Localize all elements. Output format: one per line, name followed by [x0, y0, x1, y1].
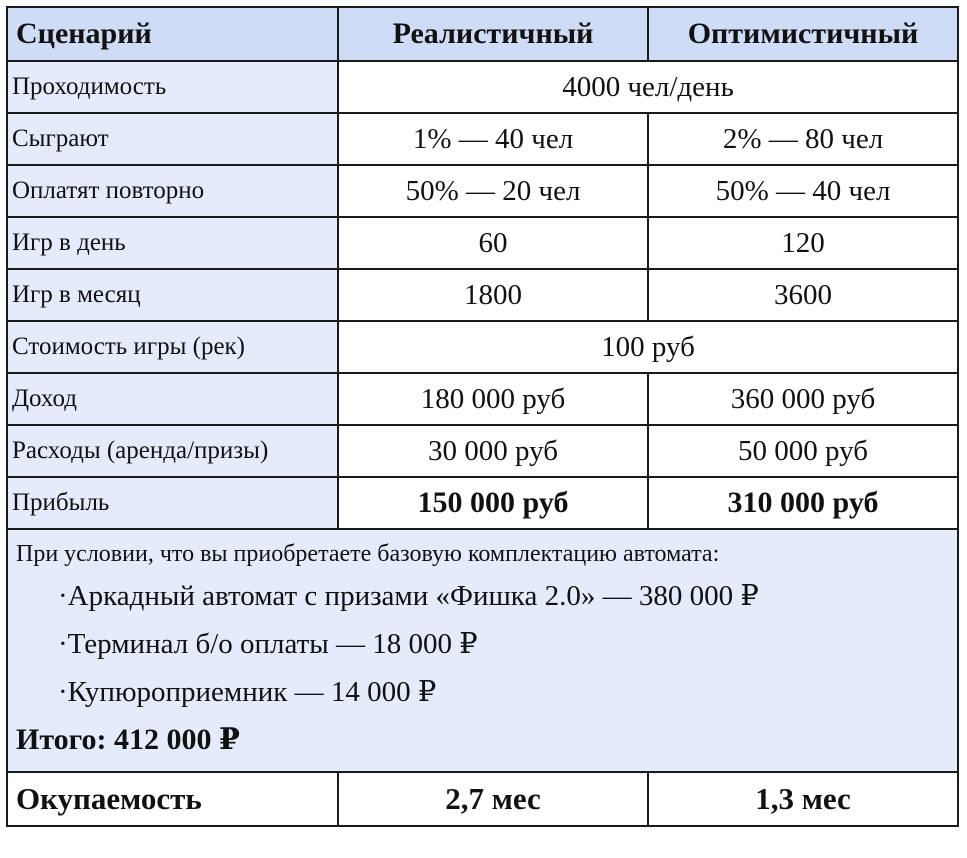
table-row-profit [7, 477, 958, 529]
table-row-traffic [7, 61, 958, 113]
cell-realistic: 50% — 20 чел [338, 165, 648, 217]
table-row-play [7, 113, 958, 165]
list-item: ·Аркадный автомат с призами «Фишка 2.0» — 380 000 ₽ [58, 580, 759, 612]
cell-optimistic: 50% — 40 чел [648, 165, 958, 217]
table-row-expenses [7, 425, 958, 477]
equipment-notes [7, 529, 958, 772]
cell-optimistic: 2% — 80 чел [648, 113, 958, 165]
business-scenario-table [6, 6, 959, 827]
header-row [7, 7, 958, 61]
cell-realistic: 150 000 руб [338, 477, 648, 529]
table-row-income [7, 373, 958, 425]
cell-optimistic: 3600 [648, 269, 958, 321]
table-row-price [7, 321, 958, 373]
list-item: ·Купюроприемник — 14 000 ₽ [58, 676, 437, 708]
cell-optimistic: 360 000 руб [648, 373, 958, 425]
table-row-notes [7, 529, 958, 772]
cell-realistic: 180 000 руб [338, 373, 648, 425]
row-label: Расходы (аренда/призы) [7, 425, 338, 477]
cell-price-value: 100 руб [338, 321, 958, 373]
header-realistic: Реалистичный [338, 7, 648, 61]
cell-realistic: 1800 [338, 269, 648, 321]
row-label: Стоимость игры (рек) [7, 321, 338, 373]
row-label: Окупаемость [7, 772, 338, 826]
row-label: Сыграют [7, 113, 338, 165]
header-optimistic: Оптимистичный [648, 7, 958, 61]
cell-optimistic: 50 000 руб [648, 425, 958, 477]
list-item: ·Терминал б/о оплаты — 18 000 ₽ [58, 628, 478, 660]
notes-total: Итого: 412 000 ₽ [16, 723, 240, 756]
row-label: Оплатят повторно [7, 165, 338, 217]
table-row-games-month [7, 269, 958, 321]
cell-realistic: 1% — 40 чел [338, 113, 648, 165]
row-label: Проходимость [7, 61, 338, 113]
notes-intro: При условии, что вы приобретаете базовую комплектацию автомата: [16, 541, 720, 567]
row-label: Доход [7, 373, 338, 425]
cell-optimistic: 120 [648, 217, 958, 269]
row-label: Прибыль [7, 477, 338, 529]
cell-realistic: 2,7 мес [338, 772, 648, 826]
table-row-payback [7, 772, 958, 826]
table-row-games-day [7, 217, 958, 269]
cell-realistic: 30 000 руб [338, 425, 648, 477]
table-row-repeat [7, 165, 958, 217]
header-scenario: Сценарий [7, 7, 338, 61]
cell-realistic: 60 [338, 217, 648, 269]
cell-traffic-value: 4000 чел/день [338, 61, 958, 113]
row-label: Игр в месяц [7, 269, 338, 321]
row-label: Игр в день [7, 217, 338, 269]
cell-optimistic: 310 000 руб [648, 477, 958, 529]
cell-optimistic: 1,3 мес [648, 772, 958, 826]
